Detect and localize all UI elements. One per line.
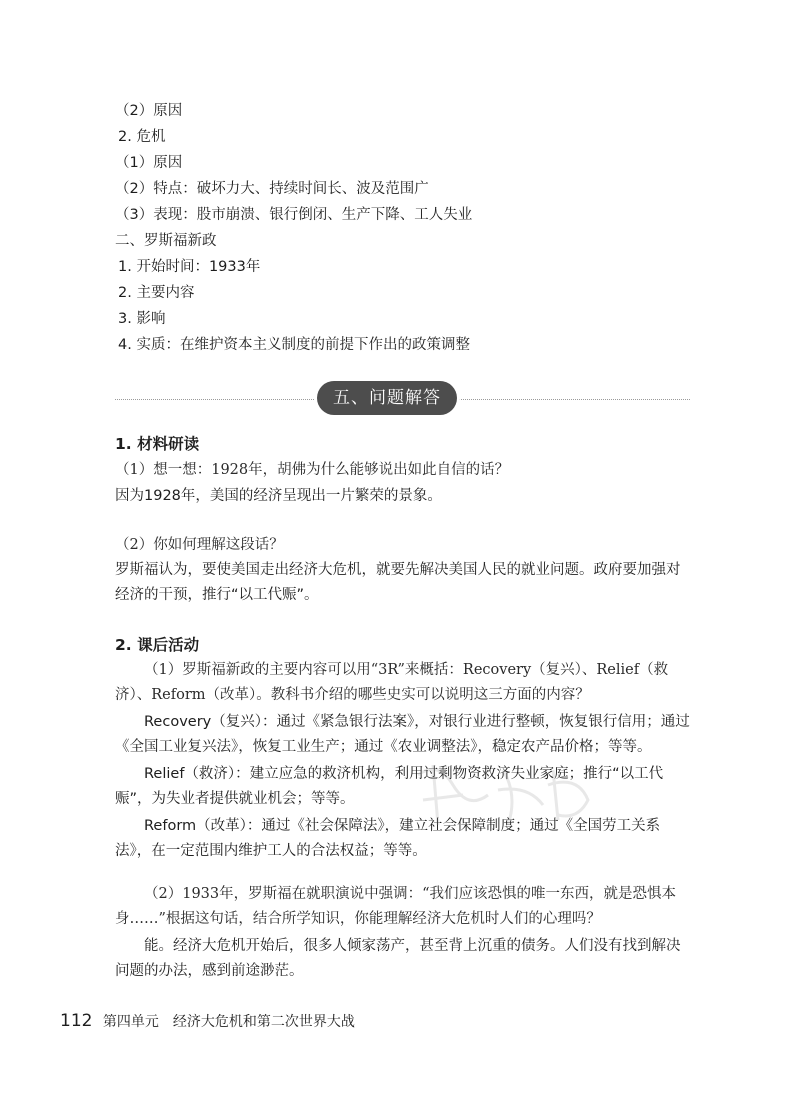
outline-item: （2）原因 [115,103,183,119]
outline-item: （2）特点：破坏力大、持续时间长、波及范围广 [115,181,429,197]
outline-item: 2. 危机 [118,129,166,145]
watermark-stamp [408,755,598,835]
outline-item: 3. 影响 [118,311,166,327]
part1-answer-1: 因为1928年，美国的经济呈现出一片繁荣的景象。 [115,488,442,504]
outline-item: （3）表现：股市崩溃、银行倒闭、生产下降、工人失业 [115,207,473,223]
page-number: 112 [60,1011,93,1031]
page-footer [60,1011,355,1031]
part1-heading: 1. 材料研读 [115,435,200,453]
part1-answer-2: 罗斯福认为，要使美国走出经济大危机，就要先解决美国人民的就业问题。政府要加强对经济的干预，推行“以工代赈”。 [115,562,681,603]
outline-heading: 二、罗斯福新政 [115,233,217,249]
outline-item: 1. 开始时间：1933年 [118,259,261,275]
part2-answer-relief: Relief（救济）：建立应急的救济机构，利用过剩物资救济失业家庭；推行“以工代赈”，为失业者提供就业机会；等等。 [115,766,664,807]
part1-question-1: （1）想一想：1928年，胡佛为什么能够说出如此自信的话？ [115,462,510,478]
part2-question-2: （2）1933年，罗斯福在就职演说中强调：“我们应该恐惧的唯一东西，就是恐惧本身……”根据这句话，结合所学知识，你能理解经济大危机时人们的心理吗？ [115,886,677,927]
unit-title: 第四单元 经济大危机和第二次世界大战 [102,1014,355,1030]
part2-answer-reform: Reform（改革）：通过《社会保障法》，建立社会保障制度；通过《全国劳工关系法》，在一定范围内维护工人的合法权益；等等。 [115,818,661,859]
part2-question-1: （1）罗斯福新政的主要内容可以用“3R”来概括：Recovery（复兴）、Relief（救济）、Reform（改革）。教科书介绍的哪些史实可以说明这三方面的内容？ [115,662,669,703]
part2-heading: 2. 课后活动 [115,636,200,654]
outline-item: 4. 实质：在维护资本主义制度的前提下作出的政策调整 [118,337,470,353]
section-banner: 五、问题解答 [317,381,457,415]
outline-item: 2. 主要内容 [118,285,195,301]
part2-answer-2: 能。经济大危机开始后，很多人倾家荡产，甚至背上沉重的债务。人们没有找到解决问题的办法，感到前途渺茫。 [115,938,681,979]
part1-question-2: （2）你如何理解这段话？ [115,537,284,553]
outline-item: （1）原因 [115,155,183,171]
part2-answer-recovery: Recovery（复兴）：通过《紧急银行法案》，对银行业进行整顿，恢复银行信用；通过《全国工业复兴法》，恢复工业生产；通过《农业调整法》，稳定农产品价格；等等。 [115,714,690,755]
